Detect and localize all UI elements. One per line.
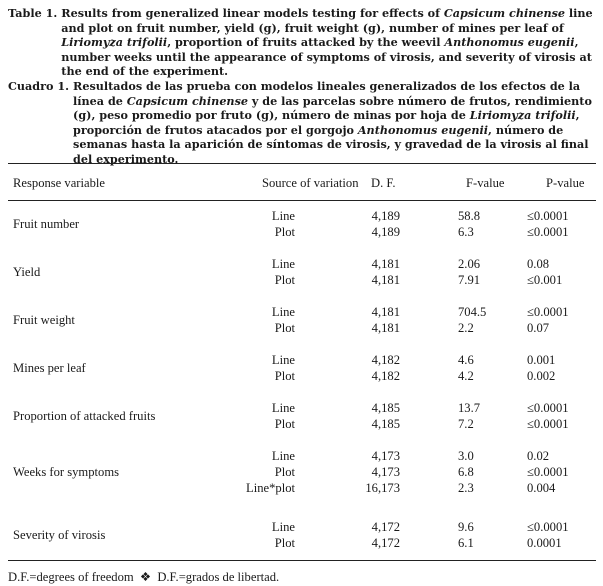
p-value-cell: ≤0.0001: [527, 209, 569, 223]
footnote-english: D.F.=degrees of freedom: [8, 570, 134, 584]
degrees-of-freedom-cell: 4,182: [371, 353, 400, 367]
degrees-of-freedom-cell: 4,172: [371, 520, 400, 534]
f-value-cell: 6.1: [458, 536, 474, 550]
response-variable-label: Severity of virosis: [13, 528, 106, 542]
degrees-of-freedom-cell: 4,173: [371, 465, 400, 479]
f-value-cell: 7.91: [458, 273, 481, 287]
degrees-of-freedom-cell: 4,181: [371, 321, 400, 335]
source-of-variation-cell: Plot: [274, 369, 295, 383]
header-p-value: P-value: [546, 176, 585, 190]
f-value-cell: 2.06: [458, 257, 481, 271]
source-of-variation-cell: Line: [271, 305, 295, 319]
cuadro-caption-text: Resultados de las prueba con modelos lineales generalizados de los efectos de la línea de Capsicum chinense y de las parcelas sobre número de frutos, rendimiento (g), peso promedio por fruto (g), número de minas por hoja de Liriomyza trifolii, proporción de frutos atacados por el gorgojo Anthonomus eugenii, número de semanas hasta la aparición de síntomas de virosis, y gravedad de la virosis al final del experimento.: [73, 78, 592, 166]
degrees-of-freedom-cell: 4,181: [371, 257, 400, 271]
p-value-cell: ≤0.0001: [527, 305, 569, 319]
source-of-variation-cell: Line: [271, 401, 295, 415]
source-of-variation-cell: Plot: [274, 417, 295, 431]
source-of-variation-cell: Plot: [274, 536, 295, 550]
response-variable-label: Yield: [13, 265, 41, 279]
p-value-cell: 0.0001: [527, 536, 562, 550]
p-value-cell: 0.07: [527, 321, 550, 335]
table-caption-english: [8, 6, 598, 79]
p-value-cell: ≤0.0001: [527, 401, 569, 415]
response-variable-label: Fruit weight: [13, 313, 75, 327]
p-value-cell: 0.002: [527, 369, 556, 383]
f-value-cell: 6.8: [458, 465, 474, 479]
p-value-cell: 0.08: [527, 257, 550, 271]
source-of-variation-cell: Plot: [274, 321, 295, 335]
degrees-of-freedom-cell: 16,173: [365, 481, 400, 495]
response-variable-label: Mines per leaf: [13, 361, 86, 375]
f-value-cell: 6.3: [458, 225, 474, 239]
f-value-cell: 58.8: [458, 209, 481, 223]
table-caption-spanish: [8, 79, 598, 167]
source-of-variation-cell: Line: [271, 449, 295, 463]
p-value-cell: 0.004: [527, 481, 556, 495]
degrees-of-freedom-cell: 4,189: [371, 209, 400, 223]
source-of-variation-cell: Plot: [274, 273, 295, 287]
p-value-cell: ≤0.0001: [527, 520, 569, 534]
f-value-cell: 3.0: [458, 449, 474, 463]
table-footnote: [8, 569, 279, 585]
degrees-of-freedom-cell: 4,185: [371, 401, 400, 415]
table-caption-text: Results from generalized linear models testing for effects of Capsicum chinense line and plot on fruit number, yield (g), fruit weight (g), number of mines per leaf of Liriomyza trifolii, proportion of fruits attacked by the weevil Anthonomus eugenii, number weeks until the appearance of symptoms of virosis, and severity of virosis at the end of the experiment.: [61, 6, 593, 79]
degrees-of-freedom-cell: 4,185: [371, 417, 400, 431]
p-value-cell: 0.001: [527, 353, 556, 367]
table-header-rule: [8, 200, 596, 201]
f-value-cell: 9.6: [458, 520, 474, 534]
f-value-cell: 704.5: [458, 305, 487, 319]
response-variable-label: Proportion of attacked fruits: [13, 409, 156, 423]
f-value-cell: 7.2: [458, 417, 474, 431]
p-value-cell: ≤0.0001: [527, 465, 569, 479]
source-of-variation-cell: Line: [271, 257, 295, 271]
source-of-variation-cell: Plot: [274, 225, 295, 239]
source-of-variation-cell: Line*plot: [246, 481, 295, 495]
table-caption-block: [8, 6, 598, 167]
degrees-of-freedom-cell: 4,189: [371, 225, 400, 239]
p-value-cell: ≤0.0001: [527, 417, 569, 431]
degrees-of-freedom-cell: 4,172: [371, 536, 400, 550]
f-value-cell: 13.7: [458, 401, 481, 415]
header-source-of-variation: Source of variation: [262, 176, 359, 190]
table-bottom-rule: [8, 560, 596, 561]
source-of-variation-cell: Plot: [274, 465, 295, 479]
footnote-separator-icon: ❖: [139, 570, 152, 584]
response-variable-label: Fruit number: [13, 217, 80, 231]
source-of-variation-cell: Line: [271, 520, 295, 534]
f-value-cell: 4.6: [458, 353, 474, 367]
table-top-rule: [8, 163, 596, 164]
f-value-cell: 2.2: [458, 321, 474, 335]
footnote-spanish: D.F.=grados de libertad.: [157, 570, 280, 584]
p-value-cell: 0.02: [527, 449, 550, 463]
header-response-variable: Response variable: [13, 176, 105, 190]
header-f-value: F-value: [466, 176, 505, 190]
source-of-variation-cell: Line: [271, 353, 295, 367]
response-variable-label: Weeks for symptoms: [13, 465, 120, 479]
degrees-of-freedom-cell: 4,181: [371, 305, 400, 319]
table-label: Table 1.: [8, 6, 58, 20]
p-value-cell: ≤0.0001: [527, 225, 569, 239]
degrees-of-freedom-cell: 4,181: [371, 273, 400, 287]
f-value-cell: 2.3: [458, 481, 474, 495]
header-degrees-of-freedom: D. F.: [371, 176, 396, 190]
degrees-of-freedom-cell: 4,182: [371, 369, 400, 383]
f-value-cell: 4.2: [458, 369, 474, 383]
cuadro-label: Cuadro 1.: [8, 78, 70, 93]
degrees-of-freedom-cell: 4,173: [371, 449, 400, 463]
source-of-variation-cell: Line: [271, 209, 295, 223]
p-value-cell: ≤0.001: [527, 273, 563, 287]
